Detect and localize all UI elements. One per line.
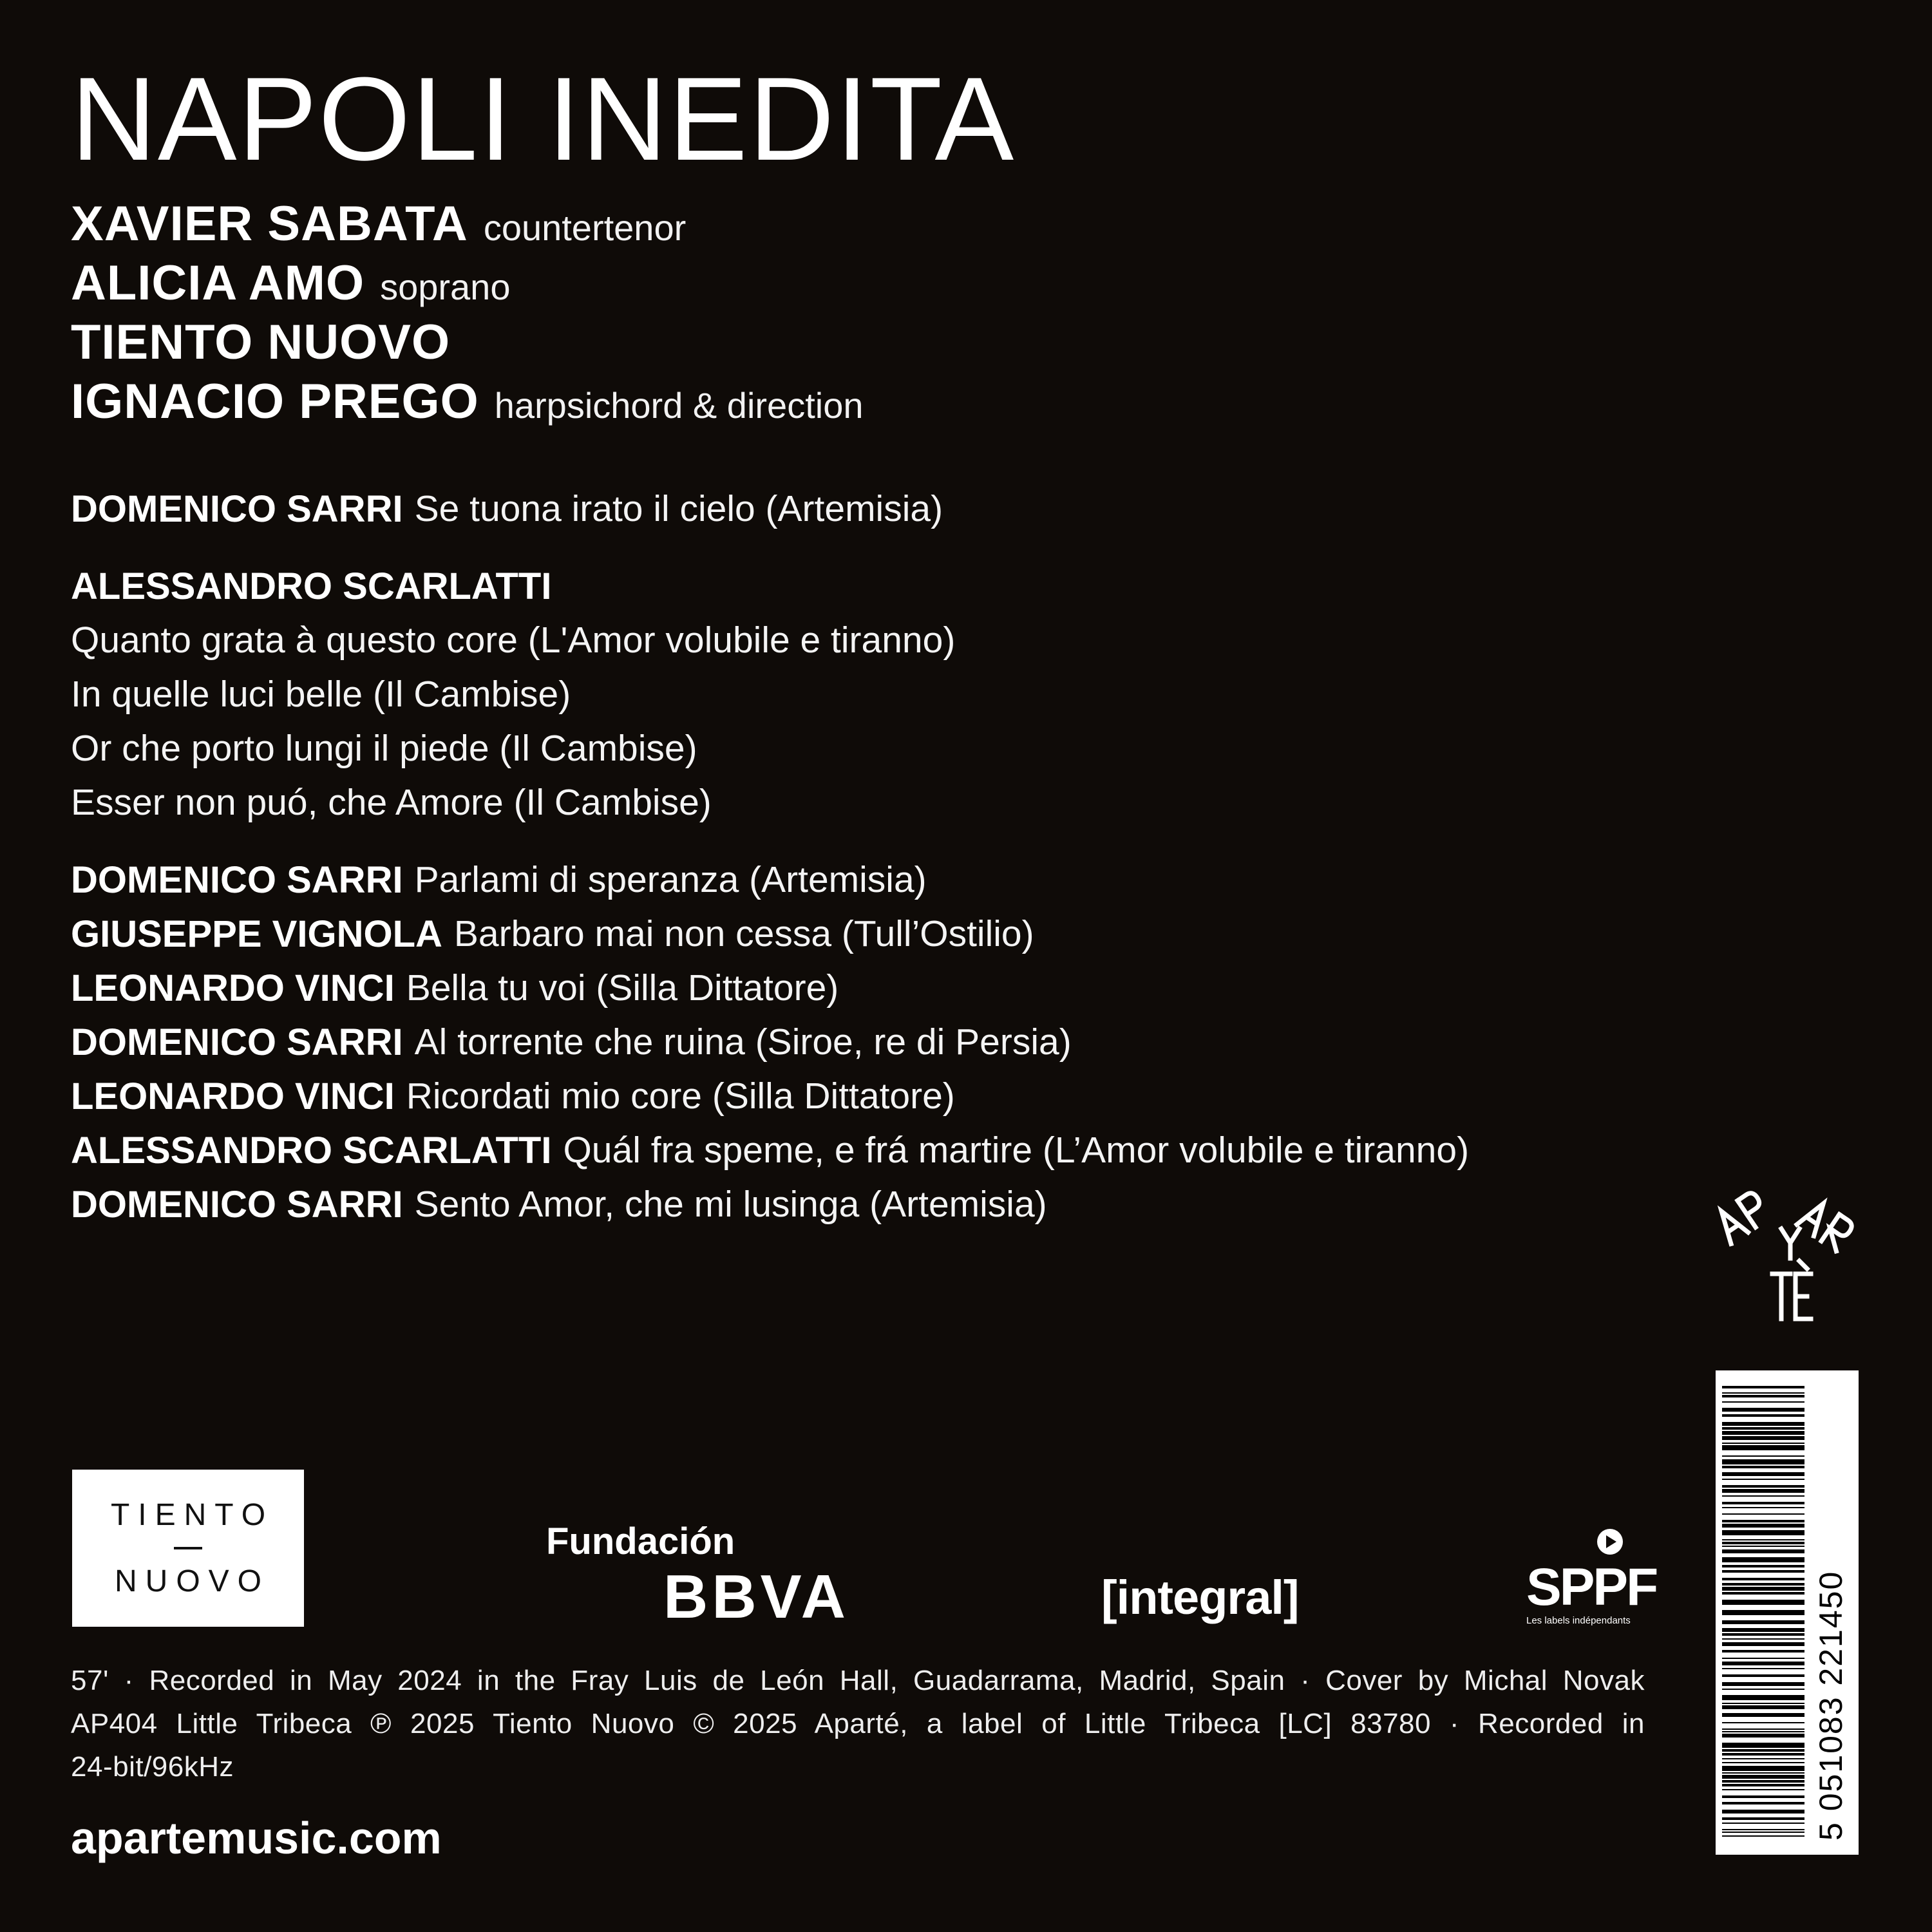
barcode-bar <box>1722 1762 1804 1763</box>
barcode-bar <box>1722 1722 1804 1723</box>
barcode-bar <box>1722 1459 1804 1464</box>
track-composer: DOMENICO SARRI <box>71 488 403 530</box>
barcode-bar <box>1722 1549 1804 1553</box>
performer-role: harpsichord & direction <box>494 385 864 426</box>
barcode-bar <box>1722 1662 1804 1665</box>
barcode-bar <box>1722 1414 1804 1417</box>
fundacion-bbva-logo <box>546 1520 849 1633</box>
performer-item <box>71 374 863 433</box>
track-work: Barbaro mai non cessa (Tull’Ostilio) <box>453 913 1034 954</box>
barcode-bar <box>1722 1743 1804 1748</box>
logo-text: Fundación <box>546 1520 735 1562</box>
track-work: Se tuona irato il cielo (Artemisia) <box>414 488 943 529</box>
barcode-bar <box>1722 1466 1804 1468</box>
track-composer: GIUSEPPE VIGNOLA <box>71 913 442 955</box>
aparte-logo <box>1700 1179 1880 1327</box>
barcode-bar <box>1722 1789 1804 1790</box>
track-composer: ALESSANDRO SCARLATTI <box>71 1129 552 1171</box>
barcode-bar <box>1722 1638 1804 1640</box>
credits <box>71 1659 1645 1788</box>
barcode-number: 5 051083 221450 <box>1813 1570 1849 1841</box>
tiento-nuovo-logo <box>72 1470 304 1627</box>
barcode-bar <box>1722 1436 1804 1440</box>
track-line <box>71 907 1694 961</box>
barcode-bar <box>1722 1689 1804 1690</box>
logo-text: NUOVO <box>114 1564 270 1598</box>
composer-heading <box>71 559 1694 613</box>
logo-text: TIENTO <box>110 1498 274 1532</box>
barcode-bar <box>1722 1592 1804 1595</box>
barcode-bar <box>1722 1401 1804 1403</box>
barcode-bar <box>1722 1780 1804 1783</box>
barcode-bar <box>1722 1658 1804 1659</box>
barcode-bar <box>1722 1392 1804 1394</box>
track-line <box>71 1015 1694 1069</box>
barcode-bar <box>1722 1570 1804 1573</box>
barcode-bar <box>1722 1650 1804 1653</box>
performer-list <box>71 196 863 433</box>
track-work: Ricordati mio core (Silla Dittatore) <box>406 1075 955 1117</box>
track-line <box>71 1069 1694 1123</box>
barcode-bar <box>1722 1823 1804 1824</box>
barcode-bar <box>1722 1802 1804 1804</box>
barcode-bar <box>1722 1784 1804 1786</box>
track-work: In quelle luci belle (Il Cambise) <box>71 674 571 715</box>
barcode-bar <box>1722 1832 1804 1833</box>
logo-text: SPPF <box>1526 1558 1657 1616</box>
barcode-bar <box>1722 1530 1804 1535</box>
barcode-bar <box>1722 1542 1804 1544</box>
track-composer: LEONARDO VINCI <box>71 1075 395 1117</box>
barcode-bar <box>1722 1703 1804 1704</box>
track-work: Sento Amor, che mi lusinga (Artemisia) <box>414 1184 1047 1225</box>
credits-line: 24-bit/96kHz <box>71 1751 234 1783</box>
barcode-bar <box>1722 1682 1804 1686</box>
barcode-bar <box>1722 1565 1804 1567</box>
credits-line: AP404 Little Tribeca ℗ 2025 Tiento Nuovo © 2025 Aparté, a label of Little Tribeca [LC] 83780 · Recorded in <box>71 1708 1645 1739</box>
performer-name: TIENTO NUOVO <box>71 315 451 370</box>
barcode-bar <box>1722 1386 1804 1388</box>
track-work: Parlami di speranza (Artemisia) <box>414 859 927 900</box>
website-link[interactable]: apartemusic.com <box>71 1813 442 1863</box>
barcode-bar <box>1722 1583 1804 1586</box>
performer-role: soprano <box>380 267 511 307</box>
performer-name: XAVIER SABATA <box>71 196 468 251</box>
performer-role: countertenor <box>483 207 687 248</box>
track-work: Esser non puó, che Amore (Il Cambise) <box>71 782 712 823</box>
barcode-bar <box>1722 1628 1804 1632</box>
barcode-bar <box>1722 1431 1804 1435</box>
barcode-bar <box>1722 1705 1804 1709</box>
barcode-bar <box>1722 1758 1804 1759</box>
barcode-bar <box>1722 1395 1804 1397</box>
logo-divider <box>174 1547 202 1549</box>
track-work: Or che porto lungi il piede (Il Cambise) <box>71 728 697 769</box>
track-line <box>71 482 1694 536</box>
barcode-bar <box>1722 1546 1804 1547</box>
track-work: Al torrente che ruina (Siroe, re di Persia) <box>414 1021 1072 1063</box>
track-line <box>71 961 1694 1015</box>
barcode-bar <box>1722 1713 1804 1717</box>
barcode-bar <box>1722 1524 1804 1528</box>
track-composer: DOMENICO SARRI <box>71 858 403 901</box>
track-work: Bella tu voi (Silla Dittatore) <box>406 967 839 1009</box>
barcode-bar <box>1722 1587 1804 1591</box>
barcode-bar <box>1722 1408 1804 1412</box>
barcode-bar <box>1722 1610 1804 1615</box>
barcode-bar <box>1722 1507 1804 1508</box>
track-line <box>71 853 1694 907</box>
track-line <box>71 721 1694 775</box>
track-composer: LEONARDO VINCI <box>71 967 395 1009</box>
barcode-bar <box>1722 1620 1804 1624</box>
track-line <box>71 613 1694 667</box>
barcode-bar <box>1722 1775 1804 1779</box>
barcode-bar <box>1722 1495 1804 1497</box>
barcode-bar <box>1722 1513 1804 1515</box>
barcode-bar <box>1722 1642 1804 1646</box>
track-composer: ALESSANDRO SCARLATTI <box>71 565 552 607</box>
barcode-bar <box>1722 1749 1804 1752</box>
track-composer: DOMENICO SARRI <box>71 1021 403 1063</box>
track-line <box>71 667 1694 721</box>
track-line <box>71 1177 1694 1231</box>
performer-item <box>71 314 863 374</box>
barcode-bar <box>1722 1485 1804 1488</box>
barcode-bar <box>1722 1810 1804 1814</box>
track-line <box>71 775 1694 829</box>
tracklist <box>71 482 1694 1231</box>
track-line <box>71 1123 1694 1177</box>
barcode-bar <box>1722 1829 1804 1830</box>
barcode-bar <box>1722 1539 1804 1540</box>
barcode-bar <box>1722 1728 1804 1730</box>
integral-logo: [integral] <box>1101 1571 1299 1624</box>
barcode-bar <box>1722 1695 1804 1700</box>
barcode <box>1716 1370 1859 1855</box>
logo-text: BBVA <box>663 1562 849 1631</box>
performer-item <box>71 196 863 255</box>
track-work: Quanto grata à questo core (L'Amor volubile e tiranno) <box>71 620 956 661</box>
barcode-bar <box>1722 1835 1804 1837</box>
barcode-bar <box>1722 1455 1804 1457</box>
track-work: Quál fra speme, e frá martire (L’Amor volubile e tiranno) <box>563 1130 1470 1171</box>
credits-line: 57' · Recorded in May 2024 in the Fray Luis de León Hall, Guadarrama, Madrid, Spain · Cover by Michal Novak <box>71 1665 1645 1696</box>
sppf-logo <box>1526 1542 1657 1626</box>
barcode-bar <box>1722 1731 1804 1732</box>
logo-subtext: Les labels indépendants <box>1526 1615 1631 1626</box>
barcode-bar <box>1722 1443 1804 1444</box>
barcode-bar <box>1722 1445 1804 1450</box>
barcode-bar <box>1722 1795 1804 1798</box>
barcode-bar <box>1722 1472 1804 1476</box>
album-title: NAPOLI INEDITA <box>71 52 1016 185</box>
barcode-bar <box>1722 1668 1804 1669</box>
barcode-bar <box>1722 1600 1804 1605</box>
performer-item <box>71 255 863 314</box>
barcode-bar <box>1722 1578 1804 1580</box>
barcode-bar <box>1722 1502 1804 1504</box>
performer-name: IGNACIO PREGO <box>71 374 479 429</box>
barcode-bar <box>1722 1674 1804 1677</box>
track-composer: DOMENICO SARRI <box>71 1183 403 1226</box>
performer-name: ALICIA AMO <box>71 256 365 310</box>
barcode-bar <box>1722 1489 1804 1493</box>
barcode-bar <box>1722 1479 1804 1480</box>
barcode-bar <box>1722 1753 1804 1756</box>
barcode-bar <box>1722 1520 1804 1522</box>
barcode-bar <box>1722 1734 1804 1738</box>
barcode-bar <box>1722 1557 1804 1562</box>
barcode-bar <box>1722 1766 1804 1771</box>
play-icon <box>1596 1528 1624 1556</box>
barcode-bar <box>1722 1772 1804 1774</box>
barcode-bar <box>1722 1427 1804 1430</box>
barcode-bar <box>1722 1422 1804 1426</box>
barcode-bar <box>1722 1633 1804 1636</box>
barcode-bar <box>1722 1817 1804 1820</box>
